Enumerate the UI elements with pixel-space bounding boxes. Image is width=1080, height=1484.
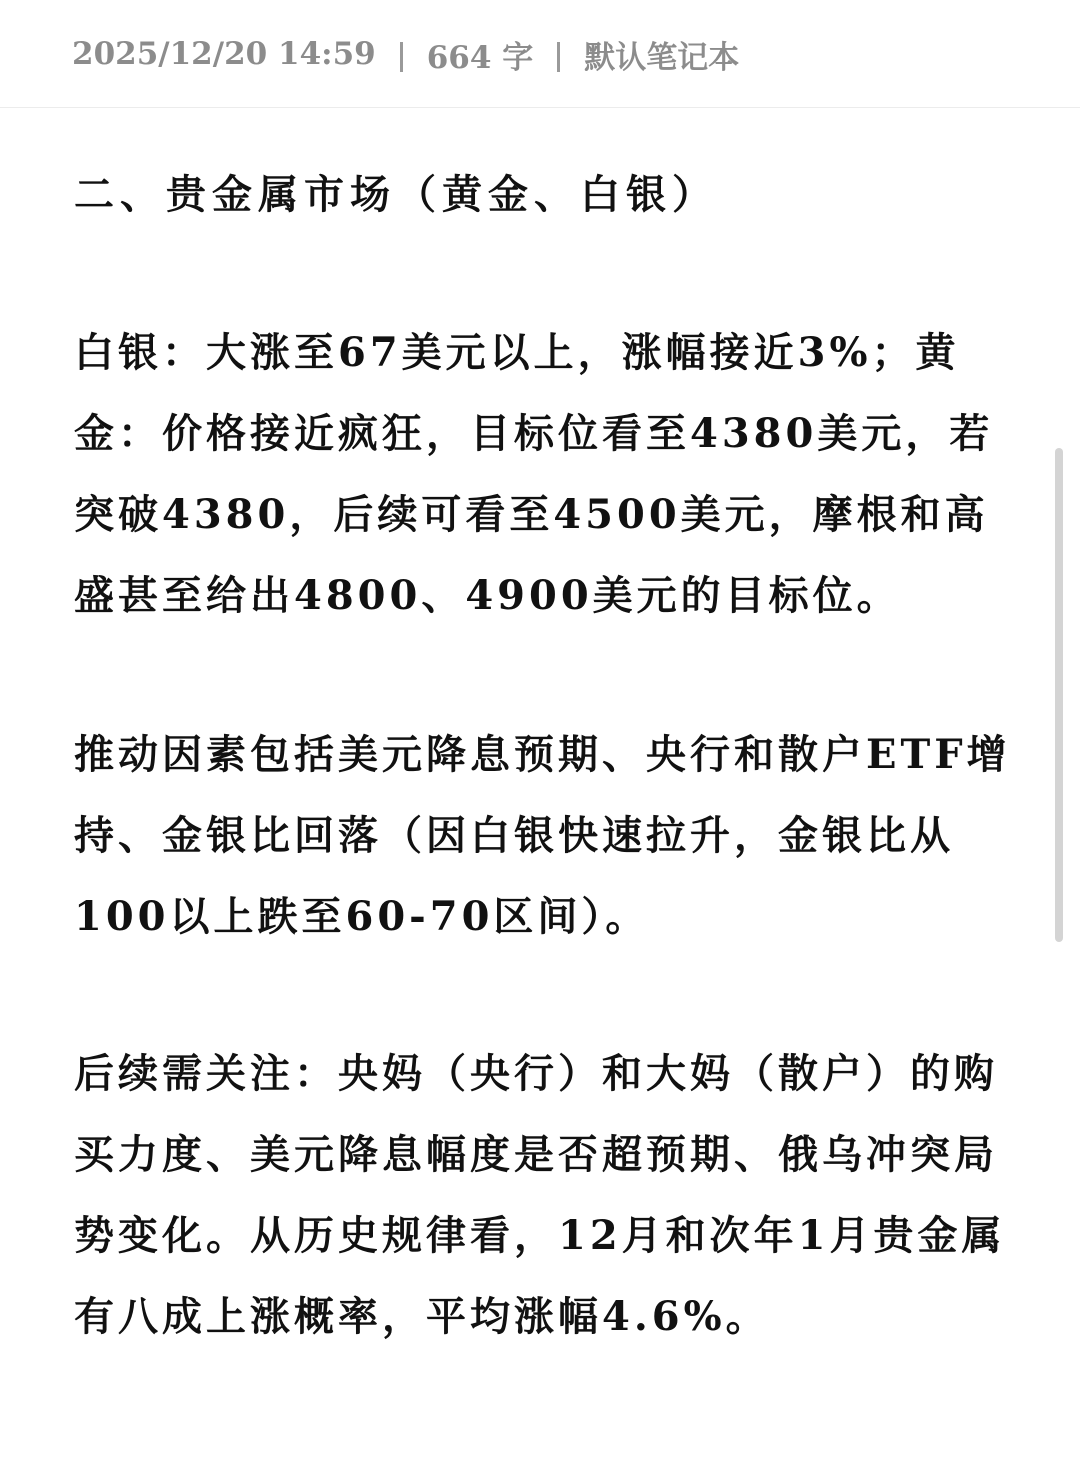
notebook-name[interactable]: 默认笔记本 (584, 39, 740, 76)
scrollbar-thumb[interactable] (1055, 448, 1063, 942)
section-heading: 二、贵金属市场（黄金、白银） (74, 171, 718, 218)
note-body[interactable] (74, 150, 1014, 1357)
note-meta-row (72, 28, 739, 80)
note-datetime: 2025/12/20 14:59 (72, 36, 376, 72)
meta-divider (557, 42, 560, 72)
note-meta-bar (0, 0, 1080, 108)
meta-divider (400, 42, 403, 72)
paragraph-drivers: 推动因素包括美元降息预期、央行和散户ETF增持、金银比回落（因白银快速拉升，金银比从100以上跌至60-70区间）。 (74, 731, 1011, 940)
note-word-count: 664 字 (426, 39, 534, 76)
paragraph-outlook: 后续需关注：央妈（央行）和大妈（散户）的购买力度、美元降息幅度是否超预期、俄乌冲突局势变化。从历史规律看，12月和次年1月贵金属有八成上涨概率，平均涨幅4.6%。 (74, 1050, 1006, 1340)
paragraph-prices: 白银：大涨至67美元以上，涨幅接近3%；黄金：价格接近疯狂，目标位看至4380美元，若突破4380，后续可看至4500美元，摩根和高盛甚至给出4800、4900美元的目标位。 (74, 329, 994, 619)
